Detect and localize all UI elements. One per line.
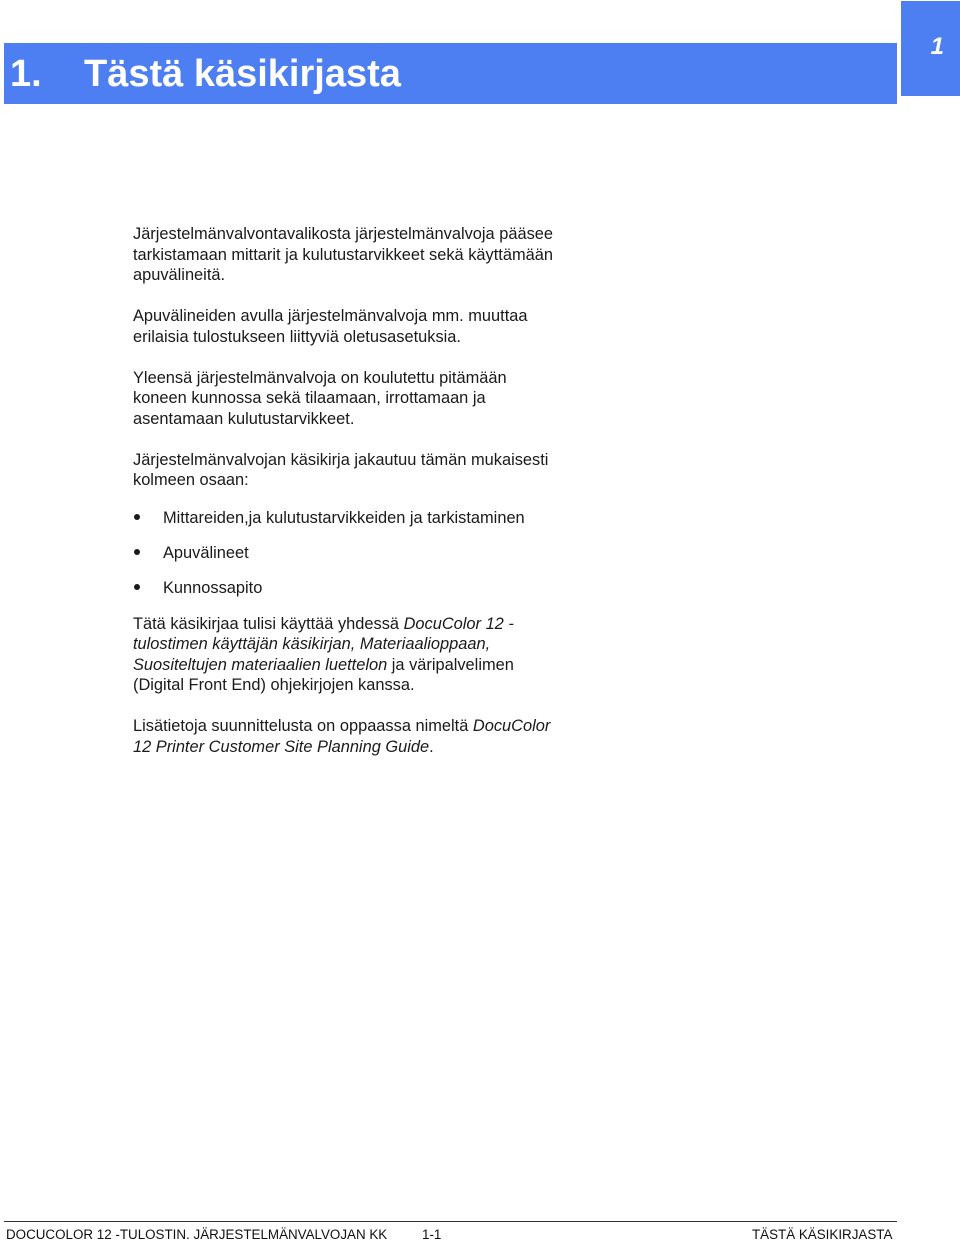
- footer-divider: [4, 1221, 897, 1222]
- chapter-tab: [901, 1, 960, 96]
- list-item: [133, 542, 553, 565]
- footer-document-title: DOCUCOLOR 12 -TULOSTIN. JÄRJESTELMÄNVALVOJAN KK: [6, 1227, 388, 1242]
- planning-text-1: Lisätietoja suunnittelusta on oppaassa nimeltä: [133, 717, 473, 735]
- paragraph-tools: Apuvälineiden avulla järjestelmänvalvoja mm. muuttaa erilaisia tulostukseen liittyviä oletusasetuksia.: [133, 307, 528, 346]
- body-content: [133, 224, 553, 778]
- paragraph-training: Yleensä järjestelmänvalvoja on koulutettu pitämään koneen kunnossa sekä tilaamaan, irrottamaan ja asentamaan kulutustarvikkeet.: [133, 368, 507, 428]
- chapter-tab-number: 1: [930, 33, 944, 60]
- chapter-title-bar: [4, 43, 897, 104]
- list-item-label: Kunnossapito: [163, 578, 263, 597]
- paragraph-related-docs: [133, 614, 553, 696]
- bullet-icon: [134, 514, 140, 520]
- related-docs-text-2: ja väripalvelimen (Digital Front End) ohjekirjojen kanssa.: [133, 655, 514, 694]
- footer-page-number: 1-1: [422, 1227, 442, 1242]
- chapter-number: 1.: [10, 53, 42, 95]
- chapter-title: [10, 50, 401, 98]
- paragraph-structure: Järjestelmänvalvojan käsikirja jakautuu tämän mukaisesti kolmeen osaan:: [133, 450, 549, 489]
- planning-text-2: .: [429, 737, 434, 756]
- paragraph-intro: Järjestelmänvalvontavalikosta järjestelmänvalvoja pääsee tarkistamaan mittarit ja kulutustarvikkeet sekä käyttämään apuvälineitä.: [133, 225, 554, 284]
- planning-guide-title: DocuColor 12 Printer Customer Site Planning Guide: [133, 717, 551, 756]
- footer-chapter-title: TÄSTÄ KÄSIKIRJASTA: [752, 1227, 893, 1242]
- list-item-label: Mittareiden,ja kulutustarvikkeiden ja tarkistaminen: [163, 508, 525, 527]
- related-docs-text-1: Tätä käsikirjaa tulisi käyttää yhdessä: [133, 614, 404, 633]
- paragraph-planning-guide: [133, 716, 553, 757]
- chapter-title-text: Tästä käsikirjasta: [84, 53, 401, 95]
- bullet-icon: [134, 584, 140, 590]
- list-item-label: Apuvälineet: [163, 543, 249, 562]
- related-docs-titles: DocuColor 12 -tulostimen käyttäjän käsikirjan, Materiaalioppaan, Suositeltujen materiaalien luettelon: [133, 614, 514, 674]
- list-item: [133, 507, 553, 530]
- section-list: [133, 507, 553, 600]
- list-item: [133, 577, 553, 600]
- bullet-icon: [134, 549, 140, 555]
